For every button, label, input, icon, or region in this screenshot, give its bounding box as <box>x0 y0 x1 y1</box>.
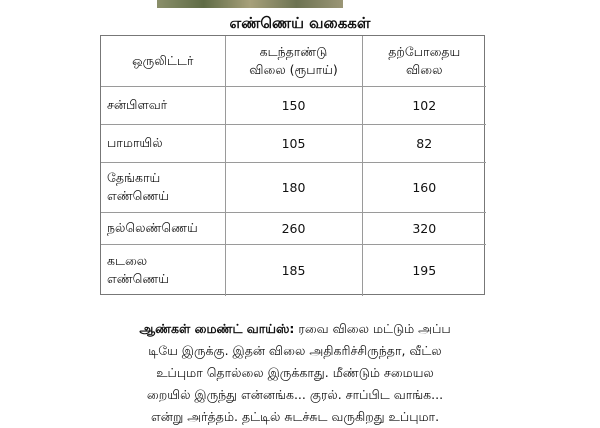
last-year-price: 180 <box>225 162 362 212</box>
current-price: 195 <box>362 244 486 296</box>
current-price: 320 <box>362 212 486 244</box>
current-price: 102 <box>362 86 486 124</box>
table-row <box>101 162 486 212</box>
oil-name: நல்லெண்ணெய் <box>101 212 225 244</box>
current-price: 160 <box>362 162 486 212</box>
caption-line: என்று அர்த்தம். தட்டில் சுடச்சுட வருகிறது உப்புமா. <box>150 409 440 424</box>
table-row <box>101 86 486 124</box>
table-row <box>101 244 486 296</box>
last-year-price: 260 <box>225 212 362 244</box>
last-year-price: 150 <box>225 86 362 124</box>
oil-name: தேங்காய் எண்ணெய் <box>101 162 225 212</box>
last-year-price: 185 <box>225 244 362 296</box>
price-table <box>100 35 485 295</box>
photo-strip <box>157 0 343 8</box>
header-current-price: தற்போதைய விலை <box>362 36 486 86</box>
table-row <box>101 212 486 244</box>
caption-line: டியே இருக்கு. இதன் விலை அதிகரிச்சிருந்தா, வீட்ல <box>148 343 442 358</box>
table-row <box>101 124 486 162</box>
table-title: எண்ணெய் வகைகள் <box>229 14 371 32</box>
caption-line: றையில் இருந்து என்னங்க... குரல். சாப்பிட வாங்க... <box>146 387 444 402</box>
caption-text: ரவை விலை மட்டும் அப்ப <box>294 321 451 336</box>
oil-name: கடலை எண்ணெய் <box>101 244 225 296</box>
caption-line: உப்புமா தொல்லை இருக்காது. மீண்டும் சமையல <box>156 365 434 380</box>
header-last-year-price: கடந்தாண்டு விலை (ரூபாய்) <box>225 36 362 86</box>
current-price: 82 <box>362 124 486 162</box>
caption-paragraph <box>100 318 490 428</box>
oil-name: பாமாயில் <box>101 124 225 162</box>
caption-line <box>100 318 490 340</box>
caption-speaker: ஆண்கள் மைண்ட் வாய்ஸ்: <box>139 321 295 336</box>
header-per-litre: ஒருலிட்டர் <box>101 36 225 86</box>
table-header-row <box>101 36 486 86</box>
oil-name: சன்பிளவர் <box>101 86 225 124</box>
last-year-price: 105 <box>225 124 362 162</box>
